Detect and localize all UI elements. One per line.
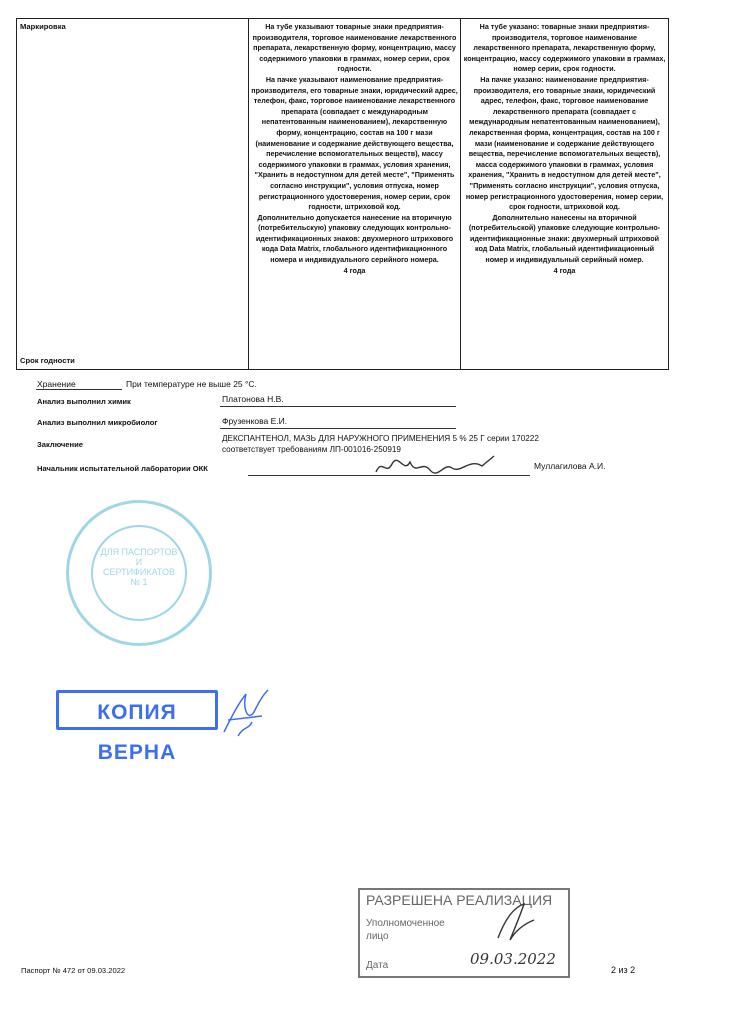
storage-label: Хранение [37, 379, 76, 389]
round-seal-stamp [66, 500, 212, 646]
norm-shelf-life: 4 года [343, 265, 366, 275]
release-person-label-2: лицо [366, 931, 389, 942]
spec-table [16, 18, 669, 370]
result-paragraph-codes: Дополнительно нанесены на вторичной (потребительской) упаковке следующие контрольно-идентификационные знаки: двухмерный штриховой код Data Matrix, глобальный идентификационный номер и индивидуальный серийный номер. [468, 212, 661, 265]
storage-value: При температуре не выше 25 °С. [126, 379, 257, 389]
norm-paragraph-codes: Дополнительно допускается нанесение на вторичную (потребительскую) упаковку следующих контрольно-идентификационных знаков: двухмерного штрихового кода Data Matrix, глобального идентификационного номера и индивидуального серийного номера. [255, 212, 454, 265]
result-paragraph-tube: На тубе указано: товарные знаки предприятия-производителя, торговое наименование лекарственного препарата, лекарственную форму, концентрацию, массу содержимого упаковки в граммах, номер серии, срок годности. [463, 22, 666, 74]
result-cell [461, 19, 669, 370]
storage-underline [36, 389, 122, 390]
shelf-life-label: Срок годности [20, 356, 75, 365]
marking-label: Маркировка [20, 22, 66, 31]
norm-paragraph-tube: На тубе указывают товарные знаки предприятия-производителя, торговое наименование лекарственного препарата, лекарственную форму, концентрацию, массу содержимого упаковки в граммах, номер серии, срок годности. [252, 22, 457, 74]
page-number: 2 из 2 [611, 965, 636, 975]
conclusion-line-2: соответствует требованиям ЛП-001016-250919 [222, 445, 401, 454]
norm-paragraph-pack: На пачке указывают наименование предприятия-производителя, его товарные знаки, юридический адрес, телефон, факс, торговое наименование лекарственного препарата (совпадает с международным непатентованным наименованием), лекарственную форму, концентрацию, состав на 100 г мази (наименование и содержание действующего вещества, перечисление вспомогательных веществ), массу содержимого упаковки в граммах, условия хранения, "Хранить в недоступном для детей месте", "Применять согласно инструкции", условия отпуска, номер регистрационного удостоверения, номер серии, срок годности, штриховой код. [251, 74, 458, 212]
row-label-cell [17, 19, 249, 370]
chemist-name: Платонова Н.В. [222, 394, 284, 404]
release-title: РАЗРЕШЕНА РЕАЛИЗАЦИЯ [366, 892, 553, 908]
release-date-label: Дата [366, 960, 389, 971]
result-paragraph-pack: На пачке указано: наименование предприятия-производителя, его товарные знаки, юридический адрес, телефон, факс, торговое наименование лекарственного препарата (совпадает с международным непатентованным наименованием), лекарственная форма, концентрация, состав на 100 г мази (наименование и содержание действующего вещества, перечисление вспомогательных веществ), масса содержимого упаковки в граммах, условия хранения, "Хранить в недоступном для детей месте", "Применять согласно инструкции", условия отпуска, номер регистрационного удостоверения, номер серии, срок годности, штриховой код. [465, 74, 664, 212]
conclusion-line-1: ДЕКСПАНТЕНОЛ, МАЗЬ ДЛЯ НАРУЖНОГО ПРИМЕНЕНИЯ 5 % 25 Г серии 170222 [222, 434, 539, 443]
release-signature-icon [490, 900, 540, 944]
chemist-label: Анализ выполнил химик [37, 397, 131, 406]
microbiologist-label: Анализ выполнил микробиолог [37, 418, 158, 427]
chemist-underline [220, 406, 456, 407]
release-permitted-stamp [358, 888, 570, 978]
release-date-value: 09.03.2022 [470, 950, 556, 968]
result-shelf-life: 4 года [553, 265, 576, 275]
head-signature-icon [370, 452, 500, 482]
head-name: Муллагилова А.И. [534, 461, 606, 471]
head-label: Начальник испытательной лаборатории ОКК [37, 464, 208, 473]
copy-verified-stamp: КОПИЯ ВЕРНА [56, 690, 218, 730]
microbiologist-underline [220, 428, 456, 429]
passport-number: Паспорт № 472 от 09.03.2022 [21, 966, 126, 975]
conclusion-label: Заключение [37, 440, 84, 449]
release-person-label-1: Уполномоченное [366, 918, 445, 929]
norm-cell [249, 19, 461, 370]
copy-signature-icon [218, 686, 278, 746]
seal-center-text: ДЛЯ ПАСПОРТОВ И СЕРТИФИКАТОВ № 1 [100, 547, 178, 587]
microbiologist-name: Фрузенкова Е.И. [222, 416, 288, 426]
